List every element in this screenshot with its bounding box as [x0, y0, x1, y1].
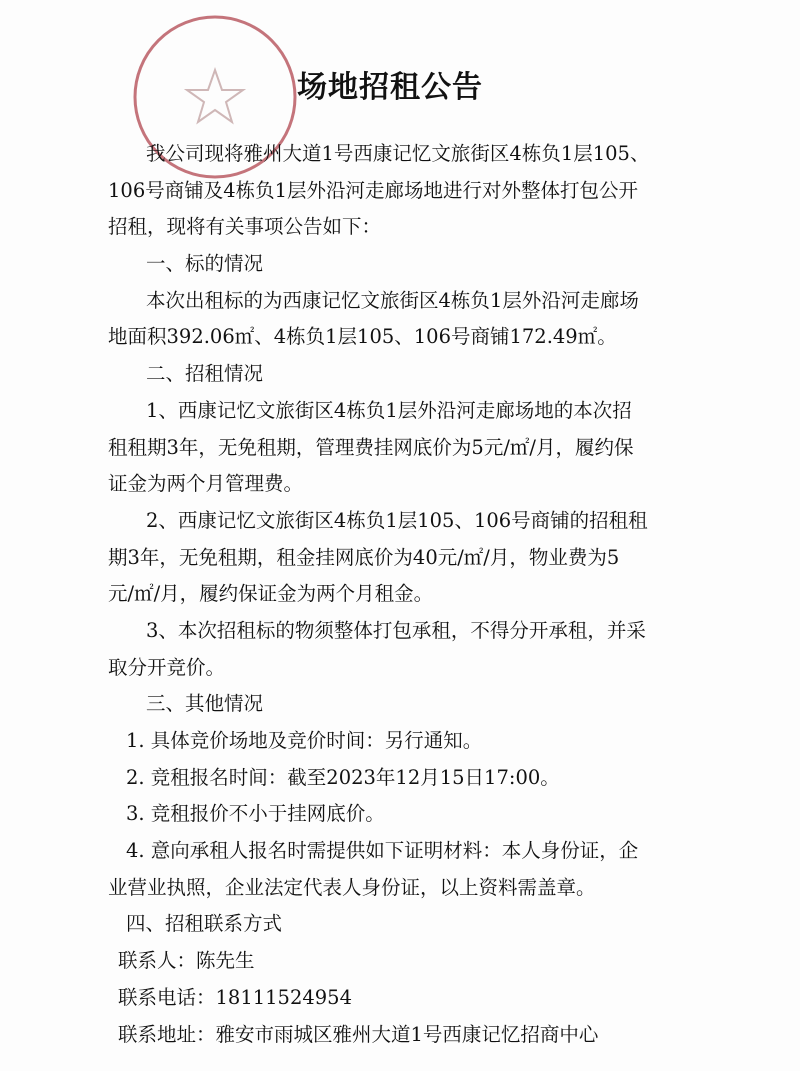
text-line: 联系地址：雅安市雨城区雅州大道1号西康记忆招商中心 — [118, 1022, 599, 1046]
text-line: 地面积392.06㎡、4栋负1层105、106号商铺172.49㎡。 — [108, 325, 617, 349]
text-line: 联系人：陈先生 — [118, 949, 255, 973]
text-line: 2、西康记忆文旅街区4栋负1层105、106号商铺的招租租 — [146, 508, 648, 532]
text-line: 106号商铺及4栋负1层外沿河走廊场地进行对外整体打包公开 — [108, 178, 639, 202]
text-line: 我公司现将雅州大道1号西康记忆文旅街区4栋负1层105、 — [146, 142, 650, 165]
text-line: 二、招租情况 — [146, 362, 264, 386]
notice-body — [108, 136, 800, 1053]
text-line: 一、标的情况 — [146, 252, 264, 276]
text-line: 业营业执照，企业法定代表人身份证，以上资料需盖章。 — [108, 875, 596, 899]
text-line: 元/㎡/月，履约保证金为两个月租金。 — [108, 582, 434, 606]
text-line: 租租期3年，无免租期，管理费挂网底价为5元/㎡/月，履约保 — [108, 435, 634, 459]
text-line: 证金为两个月管理费。 — [108, 472, 304, 496]
page-title: 场地招租公告 — [297, 70, 483, 105]
text-line: 期3年，无免租期，租金挂网底价为40元/㎡/月，物业费为5 — [108, 545, 620, 569]
text-line: 3、本次招租标的物须整体打包承租，不得分开承租，并采 — [146, 618, 646, 642]
text-line: 本次出租标的为西康记忆文旅街区4栋负1层外沿河走廊场 — [146, 288, 639, 312]
text-line: 取分开竞价。 — [108, 655, 226, 679]
text-line: 1. 具体竞价场地及竞价时间：另行通知。 — [126, 729, 483, 752]
text-line: 招租，现将有关事项公告如下： — [108, 215, 382, 239]
text-line: 4. 意向承租人报名时需提供如下证明材料：本人身份证，企 — [126, 839, 639, 863]
text-line: 三、其他情况 — [146, 692, 264, 716]
text-line: 联系电话：18111524954 — [118, 985, 352, 1009]
text-line: 四、招租联系方式 — [126, 912, 283, 936]
text-line: 1、西康记忆文旅街区4栋负1层外沿河走廊场地的本次招 — [146, 398, 632, 422]
text-line: 2. 竞租报名时间：截至2023年12月15日17:00。 — [126, 765, 560, 789]
text-line: 3. 竞租报价不小于挂网底价。 — [126, 802, 385, 826]
